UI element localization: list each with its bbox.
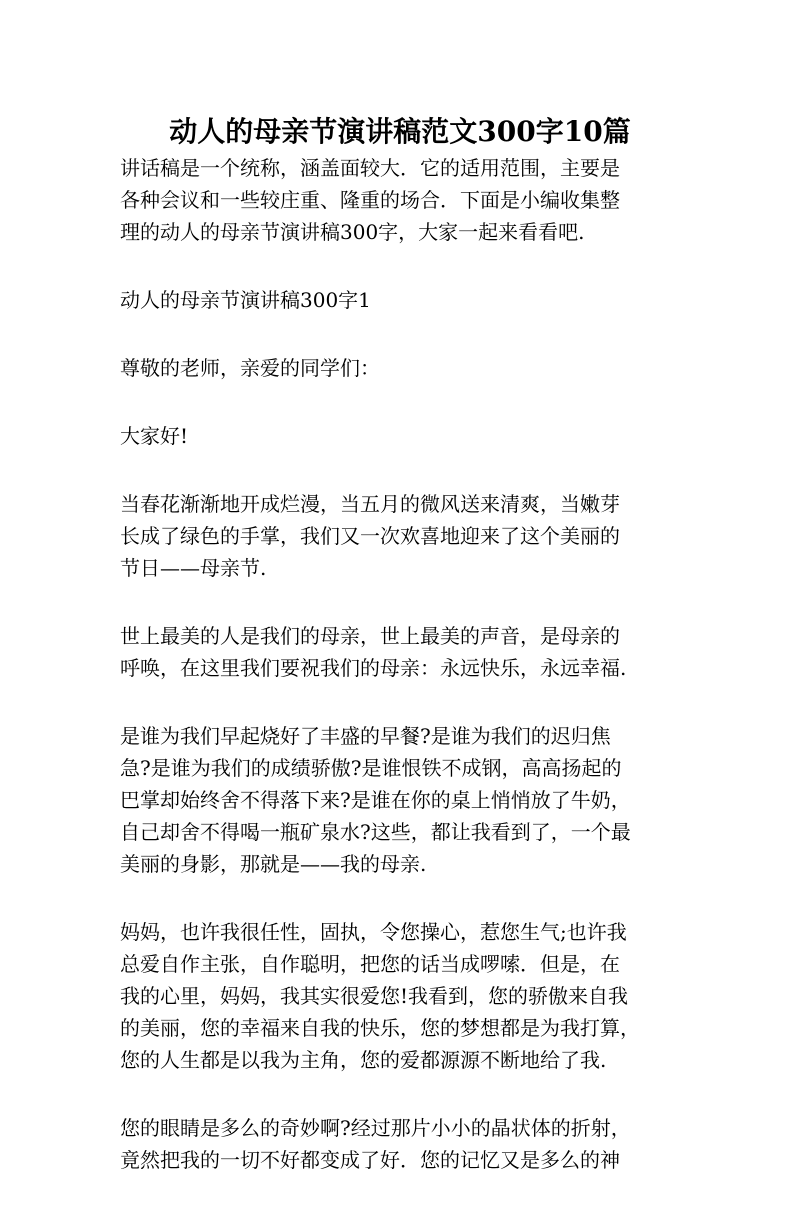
paragraph	[120, 152, 670, 248]
paragraph-line: 世上最美的人是我们的母亲，世上最美的声音，是母亲的	[120, 624, 620, 648]
paragraph	[120, 352, 670, 384]
paragraph-line: 您的人生都是以我为主角，您的爱都源源不断地给了我.	[120, 1048, 607, 1072]
paragraph-line: 呼唤，在这里我们要祝我们的母亲：永远快乐，永远幸福.	[120, 656, 627, 680]
paragraph-line: 尊敬的老师，亲爱的同学们：	[120, 356, 380, 380]
paragraph-line: 是谁为我们早起烧好了丰盛的早餐?是谁为我们的迟归焦	[120, 724, 611, 748]
paragraph-line: 妈妈，也许我很任性，固执，令您操心，惹您生气;也许我	[120, 920, 627, 944]
paragraph-line: 大家好!	[120, 424, 189, 448]
paragraph-line: 当春花渐渐地开成烂漫，当五月的微风送来清爽，当嫩芽	[120, 492, 620, 516]
paragraph	[120, 720, 670, 880]
paragraph-line: 急?是谁为我们的成绩骄傲?是谁恨铁不成钢，高高扬起的	[120, 756, 622, 780]
paragraph-line: 长成了绿色的手掌，我们又一次欢喜地迎来了这个美丽的	[120, 524, 620, 548]
paragraph	[120, 284, 670, 316]
paragraph-line: 竟然把我的一切不好都变成了好．您的记忆又是多么的神	[120, 1148, 620, 1172]
paragraph	[120, 1112, 670, 1176]
paragraph-line: 节日——母亲节.	[120, 556, 267, 580]
paragraph	[120, 620, 670, 684]
paragraph-line: 讲话稿是一个统称，涵盖面较大．它的适用范围，主要是	[120, 156, 620, 180]
paragraph-line: 巴掌却始终舍不得落下来?是谁在你的桌上悄悄放了牛奶，	[120, 788, 631, 812]
paragraph-line: 美丽的身影，那就是——我的母亲.	[120, 852, 427, 876]
paragraph	[120, 420, 670, 452]
paragraph-line: 您的眼睛是多么的奇妙啊?经过那片小小的晶状体的折射，	[120, 1116, 631, 1140]
paragraph-line: 各种会议和一些较庄重、隆重的场合．下面是小编收集整	[120, 188, 620, 212]
paragraph	[120, 916, 670, 1076]
paragraph-line: 我的心里，妈妈，我其实很爱您!我看到，您的骄傲来自我	[120, 984, 629, 1008]
paragraph-line: 动人的母亲节演讲稿300字1	[120, 288, 371, 312]
paragraph-line: 总爱自作主张，自作聪明，把您的话当成啰嗦．但是，在	[120, 952, 620, 976]
document-body	[120, 152, 670, 1212]
document-title: 动人的母亲节演讲稿范文300字10篇	[169, 115, 631, 148]
paragraph-line: 的美丽，您的幸福来自我的快乐，您的梦想都是为我打算，	[120, 1016, 640, 1040]
paragraph-line: 自己却舍不得喝一瓶矿泉水?这些，都让我看到了，一个最	[120, 820, 631, 844]
paragraph-line: 理的动人的母亲节演讲稿300字，大家一起来看看吧.	[120, 220, 585, 244]
paragraph	[120, 488, 670, 584]
